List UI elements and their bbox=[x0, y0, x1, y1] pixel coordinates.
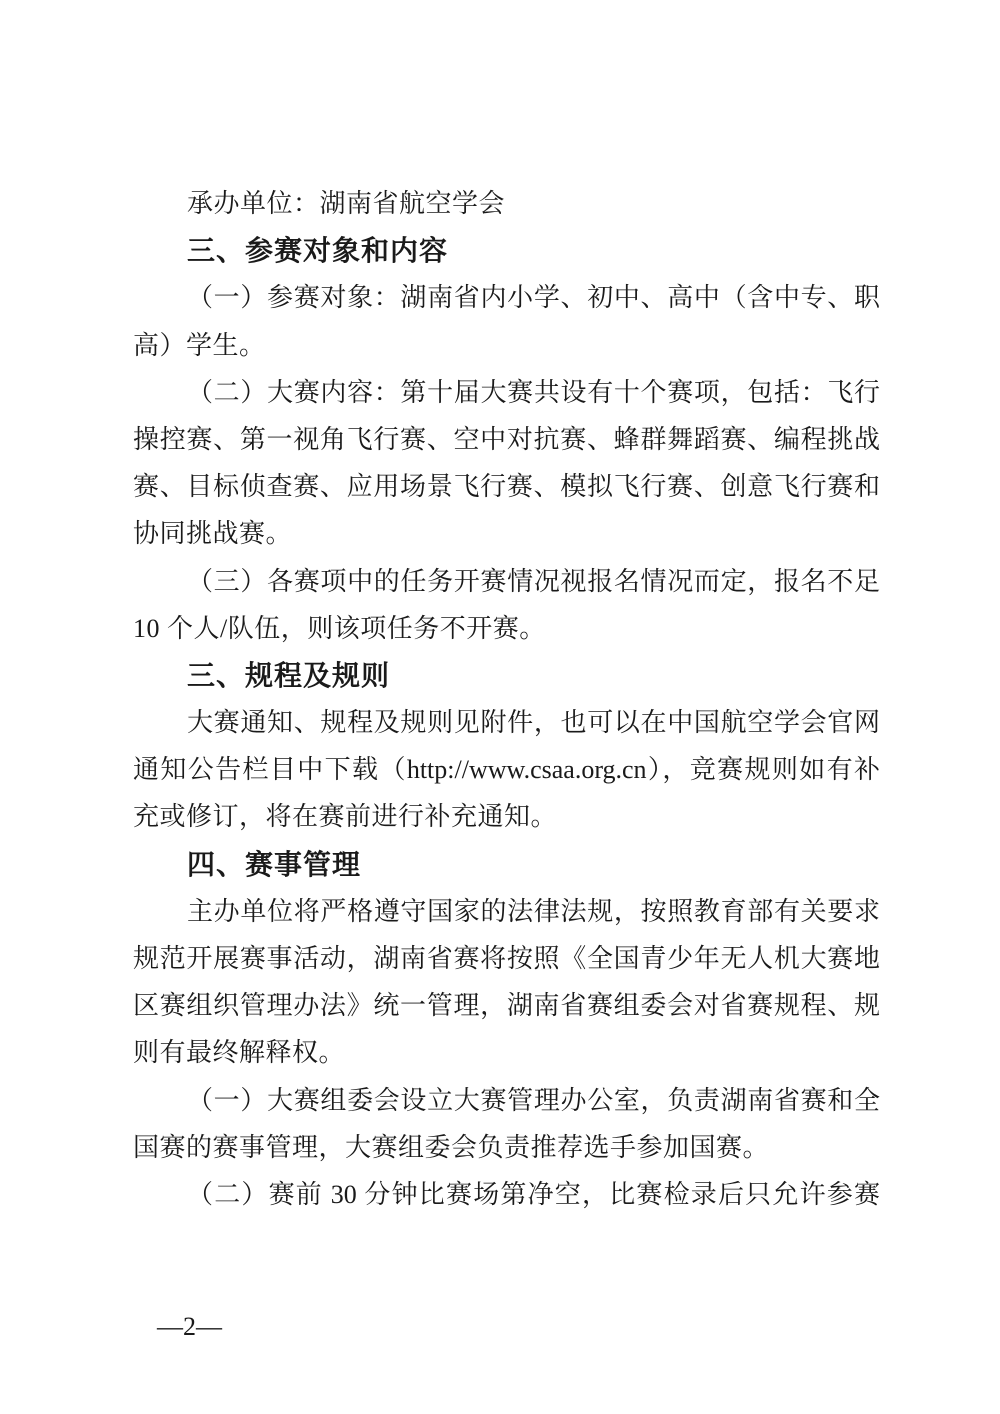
text-line: 规范开展赛事活动，湖南省赛将按照《全国青少年无人机大赛地 bbox=[133, 944, 880, 973]
document-body bbox=[133, 180, 880, 1218]
text-line: 高）学生。 bbox=[133, 330, 266, 360]
text-line: 国赛的赛事管理，大赛组委会负责推荐选手参加国赛。 bbox=[133, 1132, 770, 1162]
text-line: 10 个人/队伍，则该项任务不开赛。 bbox=[133, 613, 546, 643]
text-line: （三）各赛项中的任务开赛情况视报名情况而定，报名不足 bbox=[187, 566, 880, 596]
section-heading: 三、参赛对象和内容 bbox=[187, 235, 449, 267]
text-line: 区赛组织管理办法》统一管理，湖南省赛组委会对省赛规程、规 bbox=[133, 991, 880, 1021]
text-line: （二）大赛内容：第十届大赛共设有十个赛项，包括：飞行 bbox=[187, 377, 880, 407]
page-number: —2— bbox=[157, 1312, 222, 1341]
text-line: 通知公告栏目中下载（http://www.csaa.org.cn），竞赛规则如有补 bbox=[133, 755, 880, 785]
text-line: （二）赛前 30 分钟比赛场第净空，比赛检录后只允许参赛 bbox=[187, 1179, 880, 1209]
text-line: 协同挑战赛。 bbox=[133, 519, 293, 549]
text-line: 承办单位：湖南省航空学会 bbox=[187, 189, 506, 218]
text-line: 充或修订，将在赛前进行补充通知。 bbox=[133, 802, 558, 832]
section-heading: 三、规程及规则 bbox=[187, 659, 391, 691]
section-heading: 四、赛事管理 bbox=[187, 848, 362, 880]
text-line: 大赛通知、规程及规则见附件，也可以在中国航空学会官网 bbox=[187, 708, 880, 738]
text-line: 赛、目标侦查赛、应用场景飞行赛、模拟飞行赛、创意飞行赛和 bbox=[133, 472, 880, 502]
text-line: 主办单位将严格遵守国家的法律法规，按照教育部有关要求 bbox=[187, 896, 880, 926]
text-line: （一）参赛对象：湖南省内小学、初中、高中（含中专、职 bbox=[187, 283, 880, 313]
text-line: 则有最终解释权。 bbox=[133, 1038, 346, 1068]
text-line: （一）大赛组委会设立大赛管理办公室，负责湖南省赛和全 bbox=[187, 1085, 880, 1115]
text-line: 操控赛、第一视角飞行赛、空中对抗赛、蜂群舞蹈赛、编程挑战 bbox=[133, 424, 880, 454]
